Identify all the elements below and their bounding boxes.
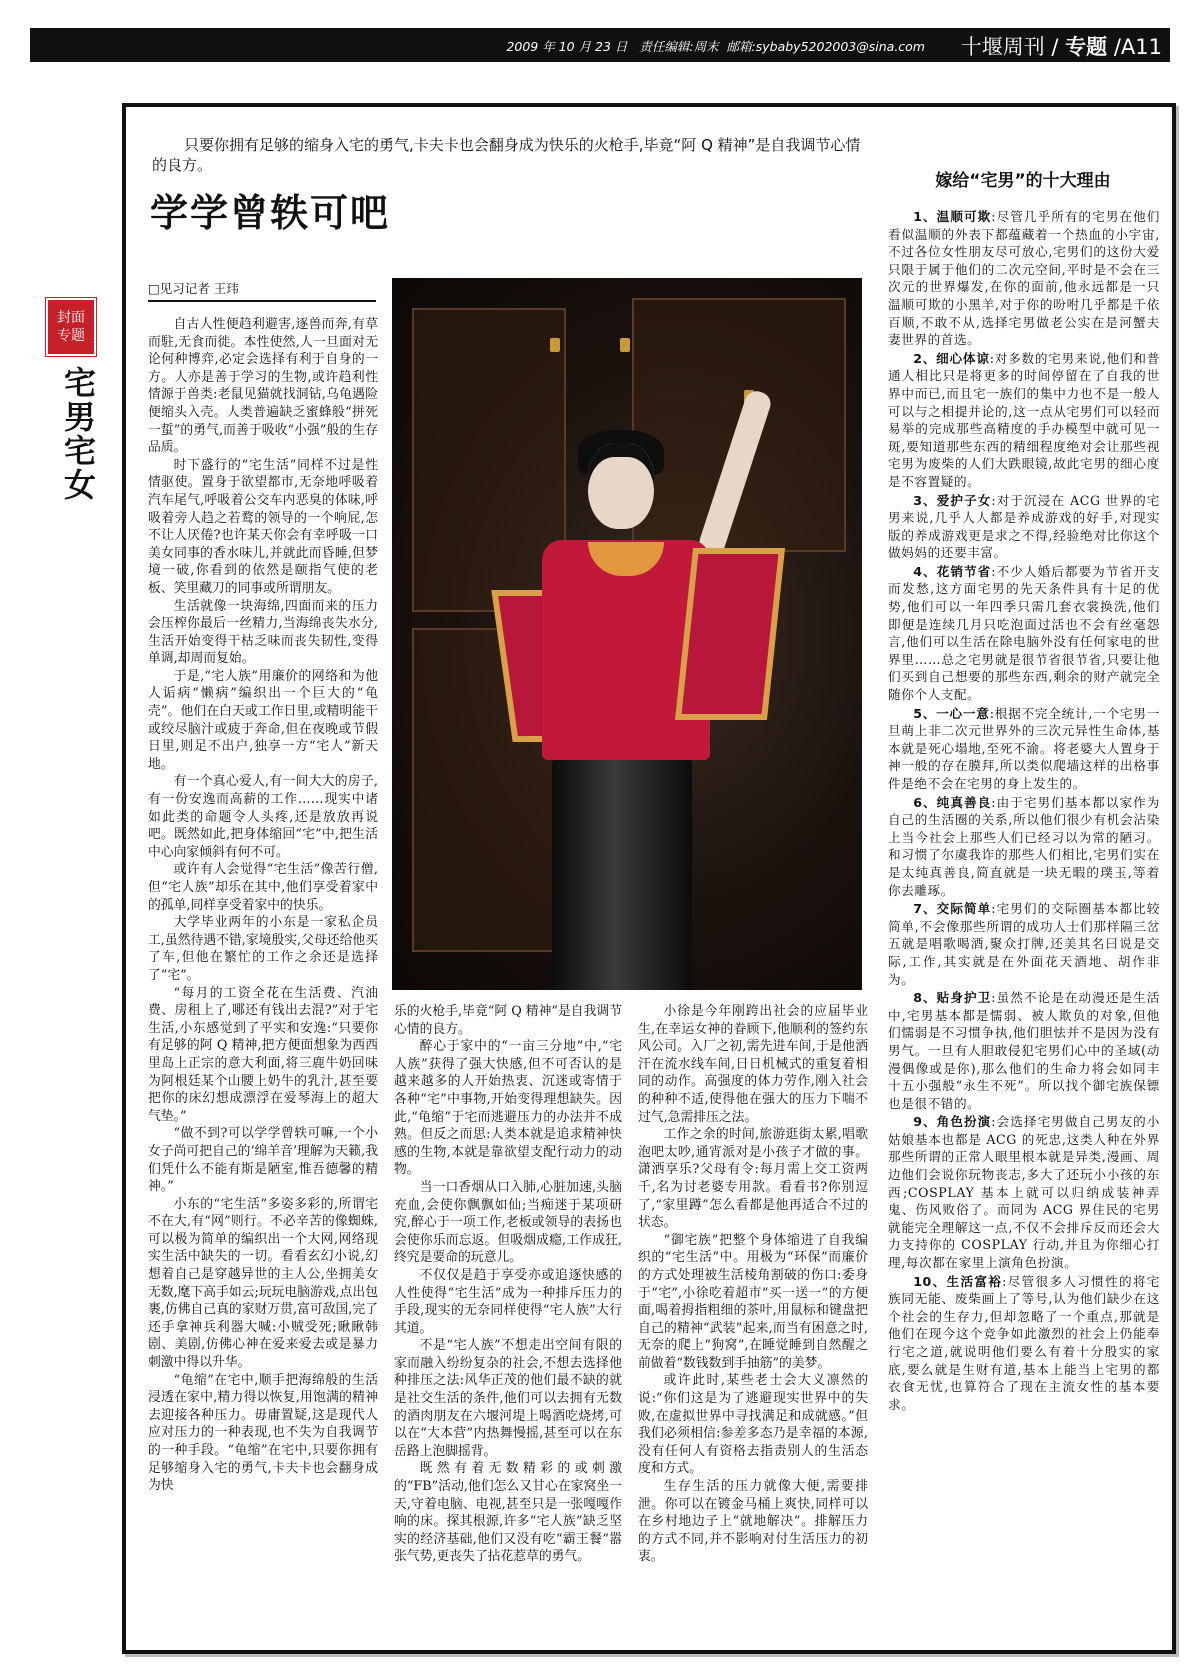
sidebar-item-key: 1、温顺可欺 [913,209,992,224]
header-publication: 十堰周刊 / 专题 /A11 [960,35,1162,59]
header-meta [506,37,925,55]
article-headline: 学学曾轶可吧 [150,190,391,235]
paragraph: 或许此时,某些老士会大义凛然的说:“你们这是为了逃避现实世界中的失败,在虚拟世界中寻找满足和成就感。”但我们必须相信:参差多态乃是幸福的本源,没有任何人有资格去指责别人的生活态度和方式。 [638,1373,868,1477]
paragraph: 大学毕业两年的小东是一家私企员工,虽然待遇不错,家境殷实,父母还给他买了车,但他在繁忙的工作之余还是选择了“宅”。 [148,915,378,983]
page-header [30,28,1170,62]
page-number: A11 [1120,35,1162,59]
sidebar-item-key: 3、爱护子女 [913,492,992,508]
sidebar-item-key: 2、细心体谅 [913,350,990,366]
sidebar-item-text: :对多数的宅男来说,他们和普通人相比只是将更多的时间停留在了自我的世界中而已,而且宅一族们的集中力也不是一般人可以与之相提并论的,这一点从宅男们可以轻而易举的完成那些高精度的手办模型中就可见一斑,要知道那些东西的精细程度绝对会让那些视宅男为废柴的人们大跌眼镜,故此宅男的细心度是不容置疑的。 [888,350,1160,489]
sidebar-item-text: :不少人婚后都要为节省开支而发愁,这方面宅男的先天条件具有十足的优势,他们可以一年四季只需几套衣裳换洗,他们即便是连续几月只吃泡面过活也不会有丝毫怨言,他们可以生活在除电脑外没有任何家电的世界里……总之宅男就是很节省很节省,只要让他们买到自己想要的那些东西,剩余的财产就完全随你个人支配。 [888,563,1160,703]
header-date: 2009 年 10 月 23 日 [506,39,628,54]
feature-photo [392,278,862,990]
paragraph: 不是“宅人族”不想走出空间有限的家而融入纷纷复杂的社会,不想去选择他种排压之法:风华正茂的他们最不缺的就是社交生活的条件,他们可以去拥有无数的酒肉朋友在六堰河堤上喝酒吃烧烤,可以在“大本营”内热舞慢摇,甚至可以在东岳路上泡脚摇背。 [394,1338,622,1459]
section-name: 专题 [1065,35,1108,59]
paragraph: 有一个真心爱人,有一间大大的房子,有一份安逸而高薪的工作……现实中诸如此类的命题令人头疼,还是放放再说吧。既然如此,把身体缩回“宅”中,把生活中心向家倾斜有何不可。 [148,774,378,860]
paragraph: 醉心于家中的“一亩三分地”中,“宅人族”获得了强大快感,但不可否认的是越来越多的人开始热衷、沉迷或寄情于各种“宅”中事物,开始变得理想缺失。因此,“龟缩”于宅而逃避压力的办法并不成熟。但反之而思:人类本就是追求精神快感的生物,本就是靠欲望支配行动力的动物。 [394,1039,622,1178]
publication-name: 十堰周刊 [960,35,1045,59]
paragraph: 既然有着无数精彩的或刺激的“FB”活动,他们怎么又甘心在家窝坐一天,守着电脑、电视,甚至只是一张嘎嘎作响的床。探其根源,许多“宅人族”缺乏坚实的经济基础,他们又没有吃“霸王餐”嚣张气势,更丧失了拈花惹草的勇气。 [394,1461,622,1565]
sidebar-item-text: :宅男们的交际圈基本都比较简单,不会像那些所谓的成功人士们那样隔三岔五就是唱歌喝酒,聚众打牌,还美其名曰说是交际,工作,其实就是在外面花天酒地、胡作非为。 [888,901,1160,987]
article-lead: 只要你拥有足够的缩身入宅的勇气,卡夫卡也会翻身成为快乐的火枪手,毕竟“阿 Q 精神”是自我调节心情的良方。 [152,136,861,174]
paragraph: 小东的“宅生活”多姿多彩的,所谓宅不在大,有“网”则行。不必辛苦的像蜘蛛,可以极为简单的编织出一个大网,网络现实生活中缺失的一切。看看玄幻小说,幻想着自己是穿越异世的主人公,坐拥美女无数,麾下高手如云;玩玩电脑游戏,点出包裹,仿佛自己真的家财万贯,富可敌国,完了还手拿神兵利器大喊:小贼受死;瞅瞅韩剧、美剧,仿佛心神在爱来爱去或是暴力刺激中得以升华。 [148,1196,378,1371]
header-email: 邮箱:sybaby5202003@sina.com [726,39,925,54]
article-column-3 [638,1003,868,1638]
sidebar-item-key: 5、一心一意 [913,705,990,721]
right-sleeve [675,548,785,720]
sidebar-item [888,989,1160,1112]
paragraph: “每月的工资全花在生活费、汽油费、房租上了,哪还有钱出去混?”对于宅生活,小东感觉到了平实和安逸:“只要你有足够的阿 Q 精神,把方便面想象为西西里岛上正宗的意大利面,将三鹿牛奶回味为阿根廷某个山腰上奶牛的乳汁,甚至要把你的床幻想成漂浮在爱琴海上的超大气垫。” [148,985,378,1124]
paragraph: 于是,“宅人族”用廉价的网络和为他人诟病“懒病”编织出一个巨大的“龟壳”。他们在白天或工作日里,或精明能干或绞尽脑汁或疲于奔命,但在夜晚或节假日里,则足不出户,独享一方“宅人”新天地。 [148,668,378,772]
sidebar-item [888,492,1160,562]
sidebar-item [888,794,1160,900]
sidebar-item-text: :根据不完全统计,一个宅男一旦萌上非二次元世界外的三次元异性生命体,基本就是死心塌地,至死不渝。将老婆大人置身于神一般的存在膜拜,所以类似爬墙这样的出格事件是绝不会在宅男的身上发生的。 [888,705,1160,791]
sidebar-item-key: 4、花销节省 [913,563,992,579]
article-byline: □见习记者 王玮 [148,279,376,302]
paragraph: 乐的火枪手,毕竟“阿 Q 精神”是自我调节心情的良方。 [394,1004,622,1037]
paragraph: 生活就像一块海绵,四面而来的压力会压榨你最后一丝精力,当海绵丧失水分,生活开始变得干枯乏味而丧失韧性,变得单调,却周而复始。 [148,598,378,667]
sidebar-item-key: 9、角色扮演 [913,1114,992,1130]
sidebar-list [888,208,1160,1648]
cabinet-knob [550,338,560,352]
paragraph: 当一口香烟从口入肺,心脏加速,头脑充血,会使你飘飘如仙;当痴迷于某项研究,醉心于一项工作,老板或领导的表扬也会使你乐而忘返。但吸烟成瘾,工作成狂,终究是要命的玩意儿。 [394,1179,622,1266]
cabinet-knob [620,338,630,352]
article-column-1 [148,316,378,1640]
sidebar-title: 嫁给“宅男”的十大理由 [935,171,1111,191]
sidebar-item-text: :尽管几乎所有的宅男在他们看似温顺的外表下都蕴藏着一个热血的小宇宙,不过各位女性朋友尽可放心,宅男们的这份大爱只限于属于他们的二次元空间,平时是不会在三次元的世界爆发,在你的面前,他永远都是一只温顺可欺的小黑羊,对于你的吩咐几乎都是千依百顺,不敢不从,选择宅男做老公实在是河蟹夫妻世界的首选。 [888,209,1160,348]
paragraph: 时下盛行的“宅生活”同样不过是性情驱使。置身于欲望都市,无奈地呼吸着汽车尾气,呼吸着公交车内恶臭的体味,呼吸着旁人趋之若鹜的领导的一个响屁,怎不让人厌倦?也许某天你会有幸呼吸一口美女同事的香水味儿,并就此而昏睡,但梦境一破,你看到的依然是颐指气使的老板、笑里藏刀的同事或所谓朋友。 [148,457,378,596]
section-tag-line1: 封面 [57,310,85,326]
sidebar-item [888,1113,1160,1271]
sidebar-item-key: 6、纯真善良 [913,794,992,810]
sidebar-item [888,208,1160,349]
paragraph: 不仅仅是趋于享受亦或追逐快感的人性使得“宅生活”成为一种排斥压力的手段,现实的无奈同样使得“宅人族”大行其道。 [394,1267,622,1336]
article-column-2 [394,1003,622,1638]
paragraph: “做不到?可以学学曾轶可嘛,一个小女子尚可把自己的‘绵羊音’理解为天籁,我们凭什么不能有斯是陋室,惟吾德馨的精神。” [148,1126,378,1195]
section-tag-line2: 专题 [57,328,85,344]
sidebar-item-text: :尽管很多人习惯性的将宅族同无能、废柴画上了等号,认为他们缺少在这个社会的生存力,但却忽略了一个重点,那就是他们在现今这个竞争如此激烈的社会上仍能奉行宅之道,就说明他们要么有着十分殷实的家底,要么就是生财有道,基本上能当上宅男的都衣食无忧,也算符合了现在主流女性的基本要求。 [888,1273,1160,1412]
sidebar-item-key: 10、生活富裕 [913,1273,1003,1289]
header-editor: 责任编辑:周末 [639,39,719,54]
sidebar-item-text: :会选择宅男做自己男友的小姑娘基本也都是 ACG 的死忠,这类人种在外界那些所谓的正常人眼里根本就是异类,漫画、周边他们会说你玩物丧志,多大了还玩小小孩的东西;COSPLAY 基本上就可以归纳成装神弄鬼、伤风败俗了。而同为 ACG 界住民的宅男就能完全理解这一点,不仅不会排斥反而还会大力支持你的 COSPLAY 行动,并且为你细心打理,每次都在家里上演角色扮演。 [888,1114,1160,1271]
topic-title: 宅男宅女 [59,366,97,502]
paragraph: “龟缩”在宅中,顺手把海绵般的生活浸透在家中,精力得以恢复,用饱满的精神去迎接各种压力。毋庸置疑,这是现代人应对压力的一种表现,也不失为自我调节的一种手段。“龟缩”在宅中,只要你拥有足够缩身入宅的勇气,卡夫卡也会翻身成为快 [148,1372,378,1494]
paragraph: “御宅族”把整个身体缩进了自我编织的“宅生活”中。用极为“环保”而廉价的方式处理被生活棱角割破的伤口:委身于“宅”,小徐吃着超市“买一送一”的方便面,喝着拇指粗细的茶叶,用鼠标和键盘把自己的精神“武装”起来,而当有困意之时,无奈的爬上“狗窝”,在睡觉睡到自然醒之前做着“数钱数到手抽筋”的美梦。 [638,1232,868,1371]
section-tag [46,298,96,356]
black-skirt [552,758,692,990]
sidebar-item [888,563,1160,704]
sidebar-item [888,1273,1160,1414]
sidebar-item-text: :由于宅男们基本都以家作为自己的生活圈的关系,所以他们很少有机会沾染上当今社会上那些人们已经习以为常的陋习。和习惯了尔虞我诈的那些人们相比,宅男们实在是太纯真善良,简直就是一块无暇的璞玉,等着你去雕琢。 [888,794,1160,898]
paragraph: 小徐是今年刚跨出社会的应届毕业生,在幸运女神的眷顾下,他顺利的签约东风公司。入厂之初,需先进车间,于是他洒汗在流水线车间,日日机械式的重复着相同的动作。高强度的体力劳作,刚入社会的种种不适,使得他在强大的压力下喘不过气,急需排压之法。 [638,1004,868,1125]
sidebar-item [888,705,1160,793]
sidebar-item [888,350,1160,491]
sidebar-item [888,900,1160,988]
sidebar-item-key: 7、交际简单 [913,901,992,917]
paragraph: 或许有人会觉得“宅生活”像苦行僧,但“宅人族”却乐在其中,他们享受着家中的孤单,同样享受着家中的快乐。 [148,862,378,913]
paragraph: 生存生活的压力就像大便,需要排泄。你可以在镀金马桶上爽快,同样可以在乡村地边子上“就地解决”。排解压力的方式不同,并不影响对付生活压力的初衷。 [638,1479,868,1565]
face [588,443,654,529]
paragraph: 自古人性便趋利避害,逐兽而奔,有草而駐,无食而徙。本性使然,人一旦面对无论何种博弈,必定会选择有利于自身的一方。人亦是善于学习的生物,或许趋利性情源于兽类:老鼠见猫就找洞钻,乌龟遇险便缩头入壳。人类普遍缺乏蜜蜂般“拼死一蜇”的勇气,而善于吸收“小强”般的生存品质。 [148,317,378,456]
sidebar-item-text: :对于沉浸在 ACG 世界的宅男来说,几乎人人都是养成游戏的好手,对现实版的养成游戏更是求之不得,经验绝对比你这个做妈妈的还要丰富。 [888,492,1160,561]
paragraph: 工作之余的时间,旅游逛街太累,唱歌泡吧太吵,通宵派对是小孩子才做的事。潇洒享乐?父母有令:每月需上交工资两千,名为讨老婆专用款。看看书?你别逗了,“家里蹲”怎么看都是他再适合不过的状态。 [638,1127,868,1231]
sidebar-item-key: 8、贴身护卫 [913,990,992,1006]
sidebar-item-text: :虽然不论是在动漫还是生活中,宅男基本都是懦弱、被人欺负的对象,但他们懦弱是不习惯争执,他们胆怯并不是因为没有男气。一旦有人胆敢侵犯宅男们心中的圣域(动漫偶像或是你),那么他们的生命力将会如同丰十五小强般“永生不死”。所以找个御宅族保镖也是很不错的。 [888,990,1160,1111]
